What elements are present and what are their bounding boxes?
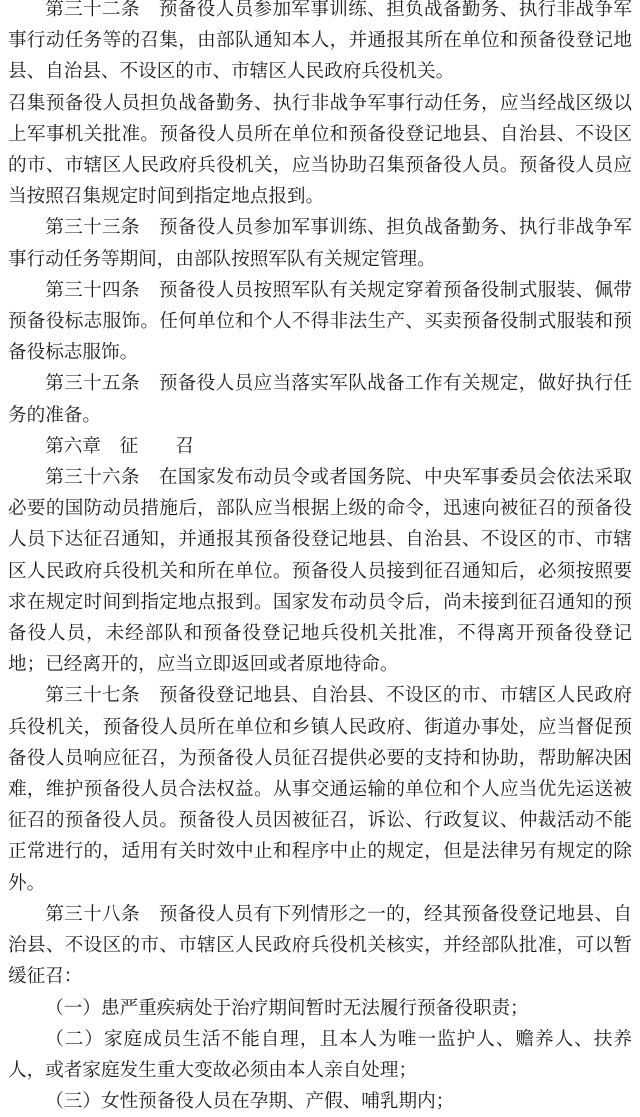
list-item: （一）患严重疾病处于治疗期间暂时无法履行预备役职责；	[45, 997, 529, 1019]
article-32-paragraph-1: 第三十二条 预备役人员参加军事训练、担负战备勤务、执行非战争军事行动任务等的召集，由部队通知本人，并通报其所在单位和预备役登记地县、自治县、不设区的市、市辖区人民政府兵役机关。	[8, 0, 632, 83]
list-item: （二）家庭成员生活不能自理，且本人为唯一监护人、赡养人、扶养人，或者家庭发生重大变故必须由本人亲自处理；	[8, 1028, 632, 1081]
article-32-paragraph-2: 召集预备役人员担负战备勤务、执行非战争军事行动任务，应当经战区级以上军事机关批准。预备役人员所在单位和预备役登记地县、自治县、不设区的市、市辖区人民政府兵役机关，应当协助召集预备役人员。预备役人员应当按照召集规定时间到指定地点报到。	[8, 92, 632, 208]
article-37-paragraph: 第三十七条 预备役登记地县、自治县、不设区的市、市辖区人民政府兵役机关，预备役人员所在单位和乡镇人民政府、街道办事处，应当督促预备役人员响应征召，为预备役人员征召提供必要的支持和协助，帮助解决困难，维护预备役人员合法权益。从事交通运输的单位和个人应当优先运送被征召的预备役人员。预备役人员因被征召，诉讼、行政复议、仲裁活动不能正常进行的，适用有关时效中止和程序中止的规定，但是法律另有规定的除外。	[8, 685, 632, 894]
article-33-paragraph: 第三十三条 预备役人员参加军事训练、担负战备勤务、执行非战争军事行动任务等期间，由部队按照军队有关规定管理。	[8, 217, 632, 270]
article-34-paragraph: 第三十四条 预备役人员按照军队有关规定穿着预备役制式服装、佩带预备役标志服饰。任何单位和个人不得非法生产、买卖预备役制式服装和预备役标志服饰。	[8, 279, 632, 364]
chapter-heading: 第六章 征 召	[45, 435, 194, 457]
article-35-paragraph: 第三十五条 预备役人员应当落实军队战备工作有关规定，做好执行任务的准备。	[8, 373, 632, 426]
article-36-paragraph: 第三十六条 在国家发布动员令或者国务院、中央军事委员会依法采取必要的国防动员措施后，部队应当根据上级的命令，迅速向被征召的预备役人员下达征召通知，并通报其预备役登记地县、自治县、不设区的市、市辖区人民政府兵役机关和所在单位。预备役人员接到征召通知后，必须按照要求在规定时间到指定地点报到。国家发布动员令后，尚未接到征召通知的预备役人员，未经部队和预备役登记地兵役机关批准，不得离开预备役登记地；已经离开的，应当立即返回或者原地待命。	[8, 467, 632, 676]
list-item: （三）女性预备役人员在孕期、产假、哺乳期内；	[45, 1091, 455, 1113]
article-38-paragraph: 第三十八条 预备役人员有下列情形之一的，经其预备役登记地县、自治县、不设区的市、市辖区人民政府兵役机关核实，并经部队批准，可以暂缓征召：	[8, 903, 632, 988]
